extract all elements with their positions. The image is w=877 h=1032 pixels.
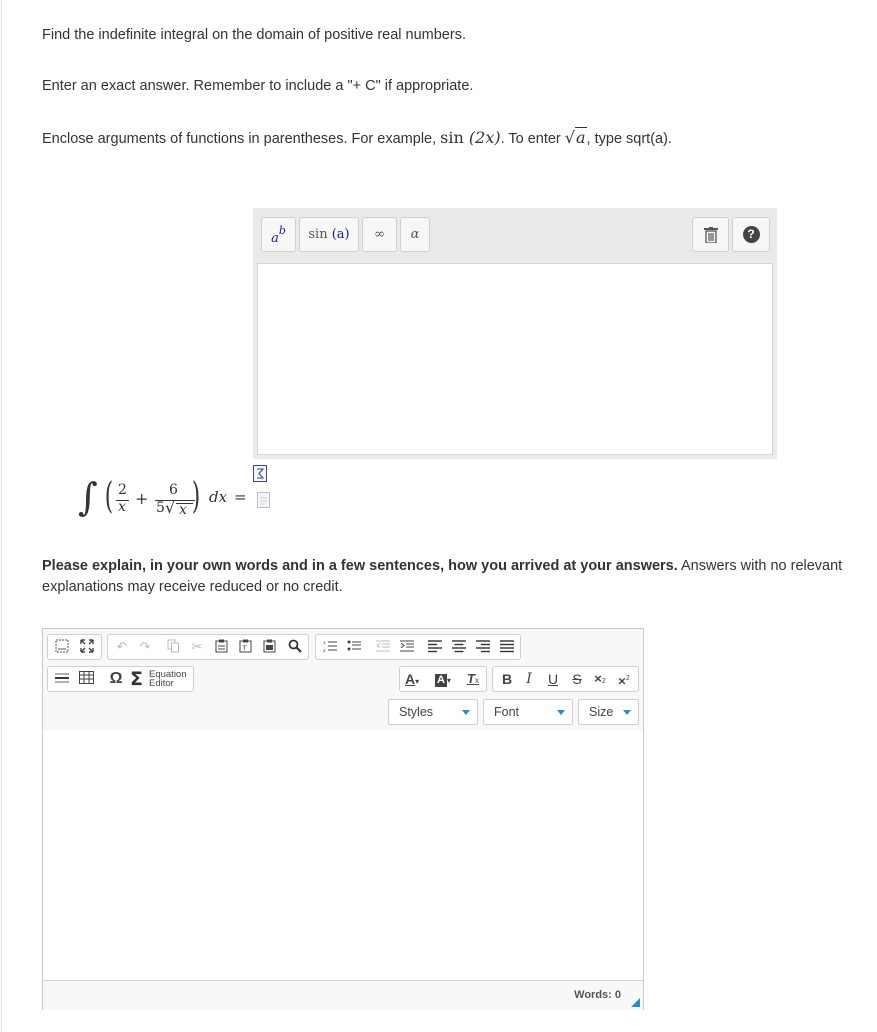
integral-expression [78,470,278,528]
bulleted-list-icon[interactable] [345,639,363,655]
text-color-icon: A [405,671,416,687]
editor-toolbar [43,629,643,731]
styles-dropdown[interactable] [388,699,478,725]
undo-icon[interactable]: ↶ [116,639,128,654]
example-sqrt [565,127,587,148]
size-label: Size [589,705,614,719]
maximize-icon[interactable] [78,639,96,655]
fraction2-sqrt-icon: √ [165,498,176,517]
dropdown-arrow-icon [557,710,565,715]
remove-format-icon[interactable]: Tx [467,671,479,686]
sin-button[interactable] [299,217,359,252]
infinity-icon: ∞ [374,227,385,242]
svg-text:1: 1 [323,640,326,645]
bg-color-icon: A [437,674,445,686]
font-dropdown[interactable] [483,699,573,725]
superscript-icon[interactable]: ×$^2$ [618,673,630,689]
dx: dx [209,488,228,506]
justify-icon[interactable] [498,639,516,655]
text-color-button[interactable] [405,671,429,687]
alpha-icon: α [410,227,420,242]
power-base: a [271,231,279,246]
align-left-icon[interactable] [426,639,444,655]
redo-icon[interactable]: ↷ [139,639,151,654]
answer-placeholder-icon[interactable] [257,492,270,508]
horizontal-line-icon[interactable] [53,671,71,687]
svg-text:2: 2 [323,648,326,653]
fraction2-coefficient: 5 [156,500,165,516]
fraction1-denominator: x [118,499,126,515]
equation-preview-icon[interactable] [253,465,267,482]
dropdown-arrow-icon [462,710,470,715]
greek-button[interactable] [400,217,430,252]
sin-label: sin [308,227,328,242]
size-dropdown[interactable] [578,699,639,725]
delete-button[interactable] [692,217,729,252]
resize-handle-icon[interactable] [631,998,640,1007]
word-count: Words: 0 [574,989,621,1001]
help-icon: ? [743,226,760,243]
rich-text-editor [42,628,644,1010]
plus-sign: + [135,489,149,508]
find-icon[interactable] [286,639,304,655]
example-sin [440,128,500,147]
example-fn: sin [440,128,464,147]
equation-label-line2: Editor [149,678,174,689]
bg-color-button[interactable] [435,671,459,687]
toolbar-group-insert [47,666,194,692]
explain-prompt [42,556,862,598]
font-label: Font [494,705,520,719]
toolbar-group-view [47,634,102,660]
math-answer-editor [253,208,777,459]
align-right-icon[interactable] [474,639,492,655]
instruction-exact: Enter an exact answer. Remember to include a "+ C" if appropriate. [42,78,474,94]
left-border [1,0,2,1032]
sin-arg: (a) [331,227,350,242]
paste-icon[interactable] [212,639,230,655]
example-arg: (2x) [468,128,501,147]
underline-icon[interactable]: U [547,671,559,687]
strikethrough-icon[interactable]: S [572,671,582,687]
equation-label-line1: Equation [149,669,187,680]
copy-icon[interactable] [164,639,182,655]
numbered-list-icon[interactable] [321,639,339,655]
open-paren: ( [104,476,114,517]
toolbar-group-paragraph [315,634,521,660]
explain-prompt-bold: Please explain, in your own words and in a few sentences, how you arrived at your answers. [42,558,678,574]
sqrt-radical-icon: √ [564,128,575,147]
toolbar-group-colors [399,666,487,692]
instruction-text-pre: Enclose arguments of functions in parentheses. For example, [42,131,441,147]
special-char-icon[interactable]: Ω [109,670,123,687]
math-answer-input[interactable] [257,263,773,455]
editor-status-bar [43,980,643,1010]
fraction2-numerator: 6 [169,482,178,498]
equals-sign: = [234,488,247,506]
close-paren: ) [191,476,201,517]
subscript-icon[interactable]: ×2 [594,671,606,686]
toolbar-group-basic-styles [492,666,639,692]
paste-text-icon[interactable] [236,639,254,655]
integral-sign: ∫ [78,475,98,519]
instruction-text-post: , type sqrt(a). [586,131,672,147]
toolbar-group-clipboard [107,634,309,660]
instruction-text-mid: . To enter [500,131,565,147]
power-button[interactable] [261,217,296,252]
styles-label: Styles [399,705,434,719]
dropdown-arrow-icon [623,710,631,715]
instruction-parentheses [42,127,672,150]
explain-prompt-rest: Answers with no relevant explanations may receive reduced or no credit. [42,558,843,595]
source-icon[interactable] [53,639,71,655]
power-exp: b [278,224,286,237]
outdent-icon[interactable] [374,639,392,655]
italic-icon[interactable]: I [526,671,532,687]
align-center-icon[interactable] [450,639,468,655]
svg-text:T: T [242,645,247,653]
help-button[interactable] [732,217,770,252]
infinity-button[interactable] [362,217,397,252]
fraction1-numerator: 2 [118,482,127,498]
table-icon[interactable] [77,671,95,687]
sqrt-var: a [576,128,586,147]
editor-text-area[interactable] [43,730,643,980]
sigma-icon: Σ [130,668,143,690]
trash-icon [704,227,718,243]
bold-icon[interactable]: B [501,671,513,687]
instruction-domain: Find the indefinite integral on the domain of positive real numbers. [42,27,466,43]
cut-icon[interactable]: ✂ [191,639,203,654]
chevron-down-icon: ▾ [415,677,420,686]
fraction2-denominator-var: x [179,502,187,518]
chevron-down-icon: ▾ [446,676,451,685]
paste-word-icon[interactable] [260,639,278,655]
indent-icon[interactable] [398,639,416,655]
